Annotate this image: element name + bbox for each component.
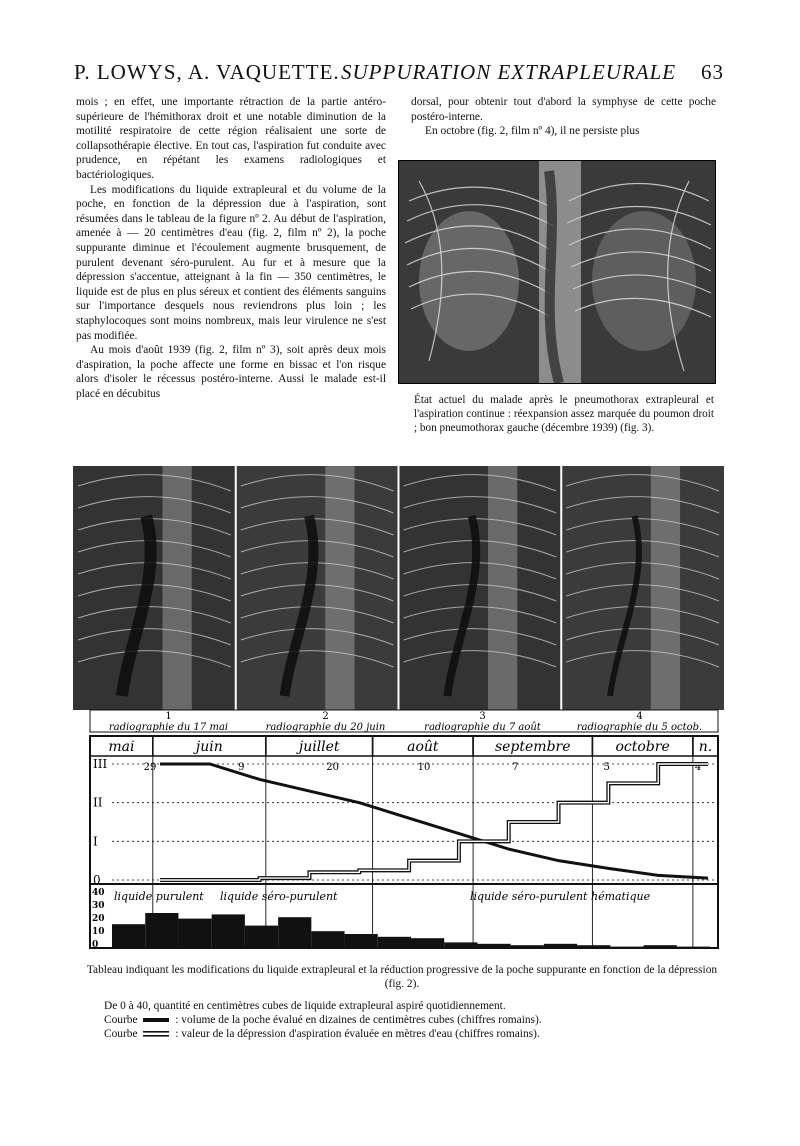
film-label: radiographie du 5 octob.	[576, 722, 703, 733]
day-mark: 4	[694, 762, 702, 773]
film-number: 1	[165, 711, 172, 722]
y-tick-label: I	[93, 834, 98, 849]
month-label: n.	[698, 739, 713, 755]
paragraph: Au mois d'août 1939 (fig. 2, film nº 3), soit après deux mois d'aspiration, la poche affecte une forme en bissac et l'on risque alors d'isoler le récessus postéro-interne. Aussi le malade est-il placé en décubitus	[76, 344, 386, 400]
bar-y-tick: 0	[92, 940, 99, 950]
y-tick-label: III	[93, 757, 108, 771]
month-label: juillet	[298, 739, 340, 755]
film-label: radiographie du 20 juin	[265, 722, 386, 733]
day-mark: 7	[512, 762, 519, 773]
spine-shadow	[488, 466, 517, 710]
bar-y-tick: 20	[92, 914, 105, 924]
xray-drawing	[399, 161, 715, 383]
quantity-bar	[444, 942, 477, 948]
legend-text: : valeur de la dépression d'aspiration évaluée en mètres d'eau (chiffres romains).	[175, 1028, 540, 1040]
month-label: mai	[108, 739, 135, 755]
quantity-bar	[178, 919, 211, 948]
right-text-column	[411, 95, 716, 139]
header-title: SUPPURATION EXTRAPLEURALE	[341, 60, 677, 84]
caption-legend-quantity: De 0 à 40, quantité en centimètres cubes de liquide extrapleural aspiré quotidiennement.	[104, 1000, 506, 1012]
caption-title: Tableau indiquant les modifications du liquide extrapleural et la réduction progressive de la poche suppurante en fonction de la dépression (fig. 2).	[86, 964, 718, 990]
radiograph-strip	[73, 466, 724, 710]
film-number: 2	[322, 711, 329, 722]
radiograph-film	[561, 466, 724, 710]
quantity-bar	[112, 924, 145, 948]
quantity-bar	[610, 947, 643, 948]
quantity-bar	[345, 934, 378, 948]
spine-shadow	[163, 466, 192, 710]
page-number: 63	[701, 60, 724, 84]
quantity-bar	[378, 937, 411, 948]
legend-prefix: Courbe	[104, 1028, 138, 1040]
quantity-bar	[145, 913, 178, 948]
quantity-bar	[411, 938, 444, 948]
quantity-bar	[212, 914, 245, 948]
quantity-bar	[577, 945, 610, 948]
month-label: octobre	[615, 739, 670, 755]
bar-y-tick: 10	[92, 927, 105, 937]
paragraph: Les modifications du liquide extrapleural et du volume de la poche, en fonction de la dépression due à l'aspiration, sont résumées dans le tableau de la figure nº 2. Au début de l'aspiration, amenée à — 20 centimètres d'eau (fig. 2, film nº 2), la poche suppurante diminue et l'écoulement augmente brusquement, de purulent devenant séro-purulent. Au fur et à mesure que la dépression s'accentue, atteignant à la fin — 350 centimètres, le liquide est de plus en plus séreux et contient des éléments sanguins sur l'importance desquels nous reviendrons plus loin ; les staphylocoques sont moins nombreux, mais leur virulence ne s'est pas modifiée.	[76, 183, 386, 342]
film-number: 4	[636, 711, 643, 722]
film-label: radiographie du 7 août	[424, 722, 541, 733]
liquid-type-label: liquide purulent	[114, 890, 204, 903]
quantity-bar	[278, 917, 311, 948]
paragraph: mois ; en effet, une importante rétraction de la partie antéro-supérieure de l'hémithorax droit et une notable diminution de la motilité respiratoire de cette région réalisaient une sorte de collapsothérapie élective. En tout cas, l'aspiration fut conduite avec prudence, en répétant les examens radiologiques et bactériologiques.	[76, 96, 386, 181]
bar-y-tick: 40	[92, 888, 105, 898]
day-mark: 9	[238, 762, 245, 773]
left-text-column	[76, 95, 386, 401]
running-header	[74, 60, 724, 88]
quantity-bar	[311, 931, 344, 948]
radiograph-film	[399, 466, 562, 710]
figure-2-caption	[72, 963, 732, 1041]
paragraph: En octobre (fig. 2, film nº 4), il ne persiste plus	[425, 125, 640, 138]
quantity-bar	[644, 945, 677, 948]
film-label: radiographie du 17 mai	[108, 722, 229, 733]
paragraph: dorsal, pour obtenir tout d'abord la symphyse de cette poche postéro-interne.	[411, 96, 716, 123]
spine-shadow	[651, 466, 680, 710]
caption-legend-volume	[104, 1013, 732, 1027]
thick-line-swatch	[143, 1016, 169, 1024]
film-number: 3	[479, 711, 486, 722]
bar-y-tick: 30	[92, 901, 105, 911]
quantity-bar	[477, 944, 510, 948]
month-label: juin	[195, 739, 223, 755]
spine-shadow	[325, 466, 354, 710]
radiograph-film	[236, 466, 399, 710]
figure-3-caption: État actuel du malade après le pneumothorax extrapleural et l'aspiration continue : réexpansion assez marquée du poumon droit ; bon pneumothorax gauche (décembre 1939) (fig. 3).	[414, 394, 714, 435]
liquid-type-label: liquide séro-purulent hématique	[470, 890, 651, 903]
xray-figure-3	[398, 160, 716, 384]
quantity-bar	[544, 944, 577, 948]
legend-text: : volume de la poche évalué en dizaines de centimètres cubes (chiffres romains).	[175, 1014, 542, 1026]
day-mark: 10	[417, 762, 431, 773]
caption-legend-depression	[104, 1027, 732, 1041]
quantity-bar	[511, 945, 544, 948]
double-line-swatch	[143, 1030, 169, 1038]
radiograph-film	[73, 466, 236, 710]
day-mark: 29	[143, 762, 157, 773]
evolution-chart	[70, 708, 730, 953]
liquid-type-label: liquide séro-purulent	[220, 890, 338, 903]
day-mark: 5	[603, 762, 610, 773]
quantity-bar	[245, 926, 278, 948]
day-mark: 20	[326, 762, 340, 773]
quantity-bar	[677, 947, 710, 948]
y-tick-label: II	[93, 795, 103, 810]
legend-prefix: Courbe	[104, 1014, 138, 1026]
header-authors: P. LOWYS, A. VAQUETTE.	[74, 60, 340, 84]
chart-frame	[90, 736, 718, 948]
month-label: septembre	[494, 739, 571, 755]
y-tick-label: 0	[93, 873, 101, 887]
month-label: août	[407, 739, 439, 755]
